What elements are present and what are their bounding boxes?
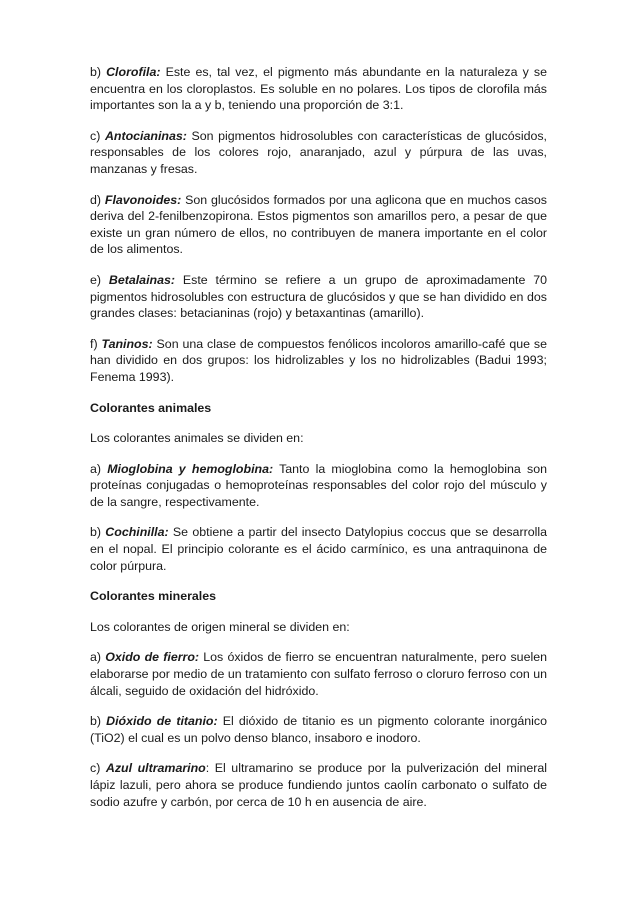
item-prefix: b) <box>90 65 107 79</box>
item-prefix: a) <box>90 461 108 476</box>
paragraph-text: Tanto la mioglobina como la hemoglobina son proteínas conjugadas o hemoproteínas responsables del color rojo del músculo y de la sangre, respectivamente. <box>90 461 547 509</box>
paragraph-flavonoides <box>90 192 547 258</box>
term-label: Taninos: <box>101 336 153 351</box>
term-label: Clorofila: <box>106 65 161 79</box>
item-prefix: f) <box>90 336 102 351</box>
term-label: Flavonoides: <box>104 192 182 207</box>
term-label: Antocianinas: <box>104 128 187 143</box>
paragraph-text: Los colorantes animales se dividen en: <box>90 431 304 446</box>
term-label: Mioglobina y hemoglobina: <box>107 461 274 476</box>
paragraph-cochinilla <box>90 524 547 574</box>
paragraph-text: Son glucósidos formados por una aglicona que en muchos casos deriva del 2-fenilbenzopirona. Estos pigmentos son amarillos pero, a pesar de que existe un gran número de ellos, no contribuyen de manera importante en el color de los alimentos. <box>90 192 547 257</box>
item-prefix: c) <box>90 128 105 143</box>
item-prefix: d) <box>90 192 105 207</box>
section-heading-animales: Colorantes animales <box>90 400 212 415</box>
term-label: Oxido de fierro: <box>105 650 200 665</box>
paragraph-antocianinas <box>90 128 547 178</box>
paragraph-text: : El ultramarino se produce por la pulverización del mineral lápiz lazuli, pero ahora se produce fundiendo juntos caolín carbonato o sulfato de sodio azufre y carbón, por cerca de 10 h en ausencia de aire. <box>90 761 547 809</box>
paragraph-dioxido-titanio <box>90 713 547 746</box>
paragraph-betalainas <box>90 272 547 322</box>
paragraph-clorofila <box>90 64 547 114</box>
term-label: Dióxido de titanio: <box>106 714 218 729</box>
item-prefix: e) <box>90 272 109 287</box>
term-label: Cochinilla: <box>105 525 169 540</box>
paragraph-text: Este es, tal vez, el pigmento más abundante en la naturaleza y se encuentra en los cloroplastos. Es soluble en no polares. Los tipos de clorofila más importantes son la a y b, teniendo una proporción de 3:1. <box>90 65 547 113</box>
term-label: Betalainas: <box>108 272 175 287</box>
paragraph-text: El dióxido de titanio es un pigmento colorante inorgánico (TiO2) el cual es un polvo denso blanco, insaboro e inodoro. <box>90 714 547 745</box>
paragraph-oxido-fierro <box>90 649 547 699</box>
paragraph-text: Son una clase de compuestos fenólicos incoloros amarillo-café que se han dividido en dos grupos: los hidrolizables y los no hidrolizables (Badui 1993; Fenema 1993). <box>90 336 547 384</box>
paragraph-intro-minerales <box>90 619 547 636</box>
paragraph-text: Los colorantes de origen mineral se dividen en: <box>90 619 350 634</box>
item-prefix: c) <box>90 761 106 776</box>
document-page <box>90 64 547 824</box>
paragraph-azul-ultramarino <box>90 760 547 810</box>
item-prefix: b) <box>90 525 106 540</box>
paragraph-text: Son pigmentos hidrosolubles con características de glucósidos, responsables de los colores rojo, anaranjado, azul y púrpura de las uvas, manzanas y fresas. <box>90 128 547 176</box>
paragraph-mioglobina <box>90 461 547 511</box>
item-prefix: a) <box>90 650 106 665</box>
paragraph-text: Este término se refiere a un grupo de aproximadamente 70 pigmentos hidrosolubles con estructura de glucósidos y que se han dividido en dos grandes clases: betacianinas (rojo) y betaxantinas (amarillo). <box>90 272 547 321</box>
item-prefix: b) <box>90 714 107 729</box>
section-heading-minerales: Colorantes minerales <box>90 589 217 604</box>
paragraph-text: Los óxidos de fierro se encuentran naturalmente, pero suelen elaborarse por medio de un tratamiento con sulfato ferroso o cloruro ferroso con un álcali, seguido de oxidación del hidróxido. <box>90 650 547 698</box>
paragraph-taninos <box>90 336 547 386</box>
paragraph-intro-animales <box>90 430 547 447</box>
term-label: Azul ultramarino <box>105 761 206 776</box>
paragraph-text: Se obtiene a partir del insecto Datylopius coccus que se desarrolla en el nopal. El principio colorante es el ácido carmínico, es una antraquinona de color púrpura. <box>90 525 547 573</box>
